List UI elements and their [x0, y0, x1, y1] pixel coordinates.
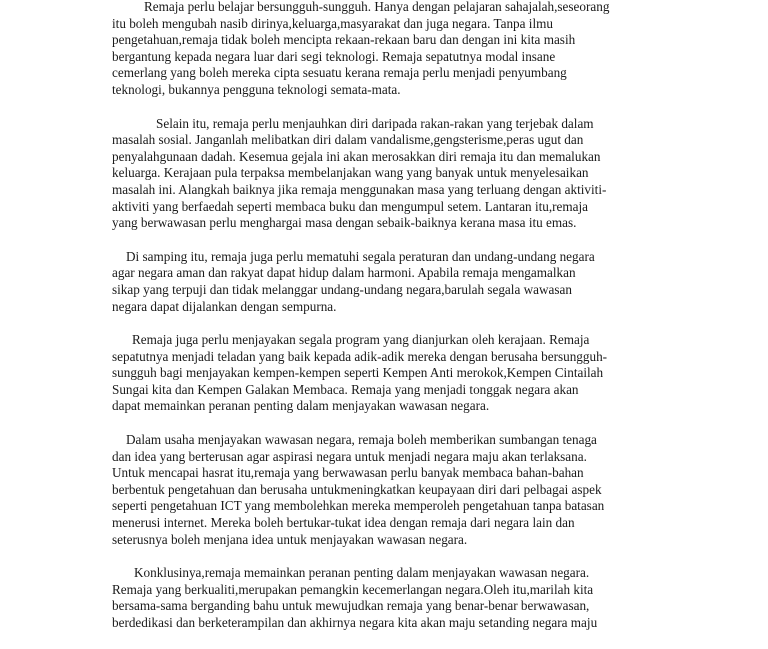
text-line: dapat memainkan peranan penting dalam menjayakan wawasan negara. [112, 398, 490, 414]
text-line: yang berwawasan perlu menghargai masa dengan sebaik-baiknya kerana masa itu emas. [112, 215, 577, 231]
text-line: sikap yang terpuji dan tidak melanggar undang-undang negara,barulah segala wawasan [112, 281, 572, 297]
paragraph-6 [112, 565, 660, 631]
paragraph-5 [112, 432, 660, 548]
text-line: bersama-sama berganding bahu untuk mewujudkan remaja yang benar-benar berwawasan, [112, 598, 590, 614]
text-line: berdedikasi dan berketerampilan dan akhirnya negara kita akan maju setanding negara maju [112, 615, 598, 630]
text-line: masalah ini. Alangkah baiknya jika remaja menggunakan masa yang terluang dengan aktiviti- [112, 181, 607, 197]
paragraph-3 [112, 249, 660, 315]
text-line: dan idea yang berterusan agar aspirasi negara untuk menjadi negara maju akan terlaksana. [112, 448, 587, 464]
text-line: bergantung kepada negara luar dari segi teknologi. Remaja sepatutnya modal insane [112, 48, 556, 64]
text-line: Remaja yang berkualiti,merupakan pemangkin kecemerlangan negara.Oleh itu,marilah kita [112, 581, 594, 597]
text-line: menerusi internet. Mereka boleh bertukar-tukat idea dengan remaja dari negara lain dan [112, 515, 575, 531]
text-line: seperti pengetahuan ICT yang membolehkan mereka memperoleh pengetahuan tanpa batasan [112, 498, 605, 514]
text-line: berbentuk pengetahuan dan berusaha untukmeningkatkan keupayaan diri dari pelbagai aspek [112, 481, 602, 497]
text-line: itu boleh mengubah nasib dirinya,keluarga,masyarakat dan juga negara. Tanpa ilmu [112, 15, 553, 31]
text-line: Untuk mencapai hasrat itu,remaja yang berwawasan perlu banyak membaca bahan-bahan [112, 465, 584, 481]
text-line: seterusnya boleh menjana idea untuk menjayakan wawasan negara. [112, 531, 468, 547]
text-line: keluarga. Kerajaan pula terpaksa membelanjakan wang yang banyak untuk menyelesaikan [112, 165, 589, 181]
paragraph-1 [112, 0, 660, 99]
text-line: sungguh bagi menjayakan kempen-kempen seperti Kempen Anti merokok,Kempen Cintailah [112, 365, 604, 381]
text-line: Di samping itu, remaja juga perlu mematuhi segala peraturan dan undang-undang negara [126, 248, 595, 264]
text-line: Dalam usaha menjayakan wawasan negara, remaja boleh memberikan sumbangan tenaga [126, 432, 597, 448]
text-line: Konklusinya,remaja memainkan peranan penting dalam menjayakan wawasan negara. [134, 565, 590, 581]
text-line: aktiviti yang berfaedah seperti membaca buku dan mengumpul setem. Lantaran itu,remaja [112, 198, 589, 214]
text-line: penyalahgunaan dadah. Kesemua gejala ini akan merosakkan diri remaja itu dan memalukan [112, 148, 601, 164]
text-line: Remaja juga perlu menjayakan segala program yang dianjurkan oleh kerajaan. Remaja [132, 332, 590, 348]
text-line: pengetahuan,remaja tidak boleh mencipta rekaan-rekaan baru dan dengan ini kita masih [112, 32, 576, 48]
text-line: Remaja perlu belajar bersungguh-sungguh. Hanya dengan pelajaran sahajalah,seseorang [144, 0, 610, 14]
text-line: agar negara aman dan rakyat dapat hidup dalam harmoni. Apabila remaja mengamalkan [112, 265, 576, 281]
document-page [112, 0, 660, 649]
text-line: Sungai kita dan Kempen Galakan Membaca. Remaja yang menjadi tonggak negara akan [112, 381, 579, 397]
text-line: sepatutnya menjadi teladan yang baik kepada adik-adik mereka dengan berusaha bersungguh- [112, 348, 608, 364]
text-line: teknologi, bukannya pengguna teknologi semata-mata. [112, 81, 401, 97]
paragraph-2 [112, 116, 660, 232]
paragraph-4 [112, 332, 660, 415]
text-line: masalah sosial. Janganlah melibatkan diri dalam vandalisme,gengsterisme,peras ugut dan [112, 132, 584, 148]
text-line: negara dapat dijalankan dengan sempurna. [112, 298, 337, 314]
text-line: cemerlang yang boleh mereka cipta sesuatu kerana remaja perlu menjadi penyumbang [112, 65, 567, 81]
text-line: Selain itu, remaja perlu menjauhkan diri daripada rakan-rakan yang terjebak dalam [156, 115, 594, 131]
